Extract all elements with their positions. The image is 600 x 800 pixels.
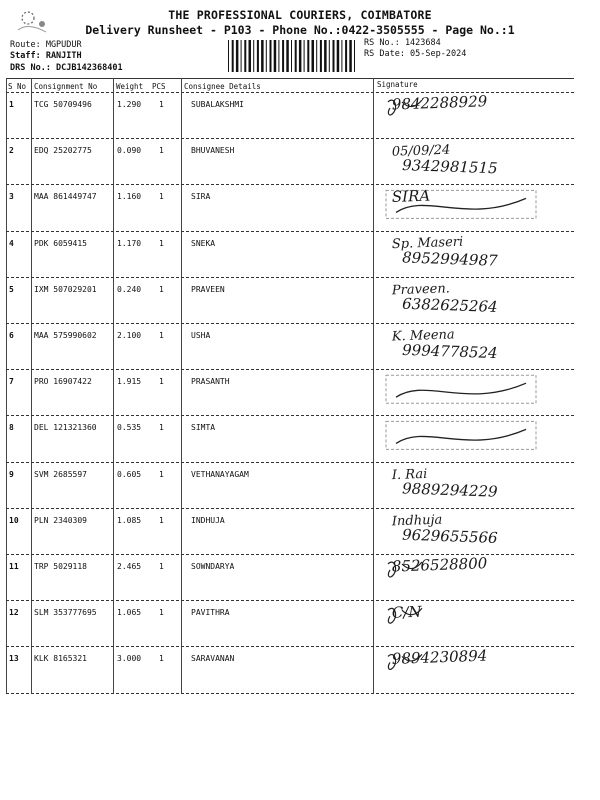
stamp-mark: [386, 375, 536, 403]
barcode-bar: [320, 40, 322, 72]
handwritten-note: 9889294229: [401, 479, 498, 501]
barcode-bar: [232, 40, 234, 72]
barcode-bar: [316, 40, 317, 72]
barcode-bar: [354, 40, 355, 72]
row-weight: 1.065: [117, 608, 142, 618]
handwritten-note: 9994778524: [401, 340, 498, 363]
col-divider: [373, 78, 374, 694]
row-consignee: PRASANTH: [191, 377, 230, 387]
barcode-bar: [329, 40, 330, 72]
col-divider: [31, 78, 32, 694]
row-consignment-no: PRO 16907422: [34, 377, 92, 387]
row-weight: 0.535: [117, 423, 142, 433]
barcode-bar: [337, 40, 340, 72]
row-consignment-no: KLK 8165321: [34, 654, 87, 664]
barcode-bar: [341, 40, 342, 72]
stamp-mark: [386, 421, 536, 449]
handwritten-note: Indhuja: [391, 512, 443, 530]
row-weight: 0.090: [117, 146, 142, 156]
table-top-border: [6, 78, 574, 79]
barcode-bar: [249, 40, 252, 72]
row-weight: 2.100: [117, 331, 142, 340]
row-consignment-no: TRP 5029118: [34, 562, 87, 571]
barcode-bar: [349, 40, 352, 72]
row-consignment-no: DEL 121321360: [34, 423, 97, 433]
row-pcs: 1: [159, 562, 164, 571]
row-pcs: 1: [159, 654, 164, 664]
signature-column: [376, 92, 576, 702]
handwritten-note: 9894230894: [391, 646, 488, 668]
row-pcs: 1: [159, 100, 164, 109]
row-sno: 9: [9, 469, 14, 479]
row-sno: 10: [9, 515, 19, 525]
row-weight: 1.290: [117, 100, 142, 109]
row-pcs: 1: [159, 608, 164, 618]
handwritten-note: 05/09/24: [391, 142, 451, 160]
row-consignee: SOWNDARYA: [191, 562, 235, 571]
rs-number: RS No.: 1423684: [364, 38, 441, 48]
handwritten-note: 9842288929: [391, 92, 488, 114]
col-header-consignment: Consignment No: [34, 82, 98, 91]
handwritten-note: Praveen.: [391, 281, 451, 299]
col-divider: [6, 78, 7, 694]
row-pcs: 1: [159, 515, 164, 525]
row-weight: 1.160: [117, 192, 142, 202]
barcode-bar: [282, 40, 284, 72]
row-sno: 8: [9, 423, 14, 433]
row-weight: 0.605: [117, 469, 142, 479]
row-consignment-no: PLN 2340309: [34, 515, 87, 525]
row-weight: 2.465: [117, 562, 142, 571]
row-consignee: VETHANAYAGAM: [191, 469, 249, 479]
handwritten-note: K. Meena: [391, 327, 455, 345]
barcode-bar: [299, 40, 302, 72]
row-consignee: SIRA: [191, 192, 211, 202]
barcode-bar: [278, 40, 279, 72]
barcode-bar: [253, 40, 254, 72]
handwritten-note: SIRA: [391, 186, 431, 206]
barcode-bar: [324, 40, 327, 72]
row-pcs: 1: [159, 423, 164, 433]
barcode-bar: [295, 40, 297, 72]
row-pcs: 1: [159, 192, 164, 202]
row-consignee: INDHUJA: [191, 515, 225, 525]
barcode-bar: [228, 40, 229, 72]
row-consignment-no: MAA 861449747: [34, 192, 97, 202]
row-weight: 3.000: [117, 654, 142, 664]
barcode-bar: [345, 40, 347, 72]
barcode-bar: [244, 40, 246, 72]
drs-number: DRS No.: DCJB142368401: [10, 63, 123, 73]
barcode-bar: [307, 40, 309, 72]
barcode-bar: [333, 40, 335, 72]
row-consignment-no: IXM 507029201: [34, 284, 97, 294]
handwritten-note: 9342981515: [401, 156, 498, 178]
barcode-bar: [312, 40, 315, 72]
signature-scribble: [396, 383, 526, 397]
handwritten-note: 9629655566: [401, 525, 498, 547]
row-consignment-no: TCG 50709496: [34, 100, 92, 109]
handwritten-note: I. Rai: [391, 466, 428, 484]
col-header-pcs: PCS: [152, 82, 166, 91]
barcode-bar: [270, 40, 272, 72]
barcode-bar: [257, 40, 259, 72]
row-consignee: PAVITHRA: [191, 608, 230, 618]
row-consignee: PRAVEEN: [191, 284, 225, 294]
handwritten-note: C/N: [391, 602, 422, 622]
row-pcs: 1: [159, 284, 164, 294]
barcode-bar: [274, 40, 277, 72]
barcode-bar: [261, 40, 264, 72]
handwritten-note: 6382625264: [401, 294, 498, 316]
barcode-bar: [241, 40, 242, 72]
col-header-signature: Signature: [377, 80, 418, 89]
handwritten-note: Sp. Maseri: [391, 234, 464, 253]
barcode: [228, 40, 358, 72]
signature-scribble: [396, 429, 526, 443]
row-consignment-no: SVM 2685597: [34, 469, 87, 479]
row-sno: 3: [9, 192, 14, 202]
handwritten-note: 8526528800: [391, 554, 488, 576]
rs-date: RS Date: 05-Sep-2024: [364, 49, 467, 59]
row-consignee: SARAVANAN: [191, 654, 235, 664]
barcode-bar: [304, 40, 305, 72]
row-pcs: 1: [159, 331, 164, 340]
row-consignment-no: MAA 575990602: [34, 331, 97, 340]
row-consignee: USHA: [191, 331, 211, 340]
document-title: THE PROFESSIONAL COURIERS, COIMBATORE: [168, 8, 432, 22]
route-label: Route: MGPUDUR: [10, 40, 82, 50]
barcode-bar: [286, 40, 289, 72]
row-sno: 4: [9, 238, 14, 248]
row-consignment-no: SLM 353777695: [34, 608, 97, 618]
row-sno: 12: [9, 608, 19, 618]
col-header-sno: S No: [8, 82, 27, 91]
col-header-weight: Weight: [116, 82, 144, 91]
row-pcs: 1: [159, 469, 164, 479]
row-weight: 1.915: [117, 377, 142, 387]
row-consignee: BHUVANESH: [191, 146, 235, 156]
barcode-bar: [291, 40, 292, 72]
barcode-bar: [266, 40, 267, 72]
col-divider: [181, 78, 182, 694]
row-weight: 1.170: [117, 238, 142, 248]
row-pcs: 1: [159, 377, 164, 387]
row-weight: 1.085: [117, 515, 142, 525]
barcode-bar: [236, 40, 239, 72]
runsheet-subtitle: Delivery Runsheet - P103 - Phone No.:0422-3505555 - Page No.:1: [85, 23, 515, 37]
row-sno: 5: [9, 284, 14, 294]
handwritten-note: 8952994987: [401, 248, 498, 270]
row-pcs: 1: [159, 238, 164, 248]
row-weight: 0.240: [117, 284, 142, 294]
row-sno: 13: [9, 654, 19, 664]
col-header-consignee: Consignee Details: [184, 82, 261, 91]
row-pcs: 1: [159, 146, 164, 156]
col-divider: [113, 78, 114, 694]
row-sno: 11: [9, 562, 19, 571]
row-consignment-no: EDQ 25202775: [34, 146, 92, 156]
row-consignment-no: PDK 6059415: [34, 238, 87, 248]
row-sno: 1: [9, 100, 14, 109]
row-sno: 6: [9, 331, 14, 340]
row-consignee: SIMTA: [191, 423, 216, 433]
staff-label: Staff: RANJITH: [10, 51, 82, 61]
row-sno: 2: [9, 146, 14, 156]
row-sno: 7: [9, 377, 14, 387]
row-consignee: SUBALAKSHMI: [191, 100, 244, 109]
row-consignee: SNEKA: [191, 238, 216, 248]
